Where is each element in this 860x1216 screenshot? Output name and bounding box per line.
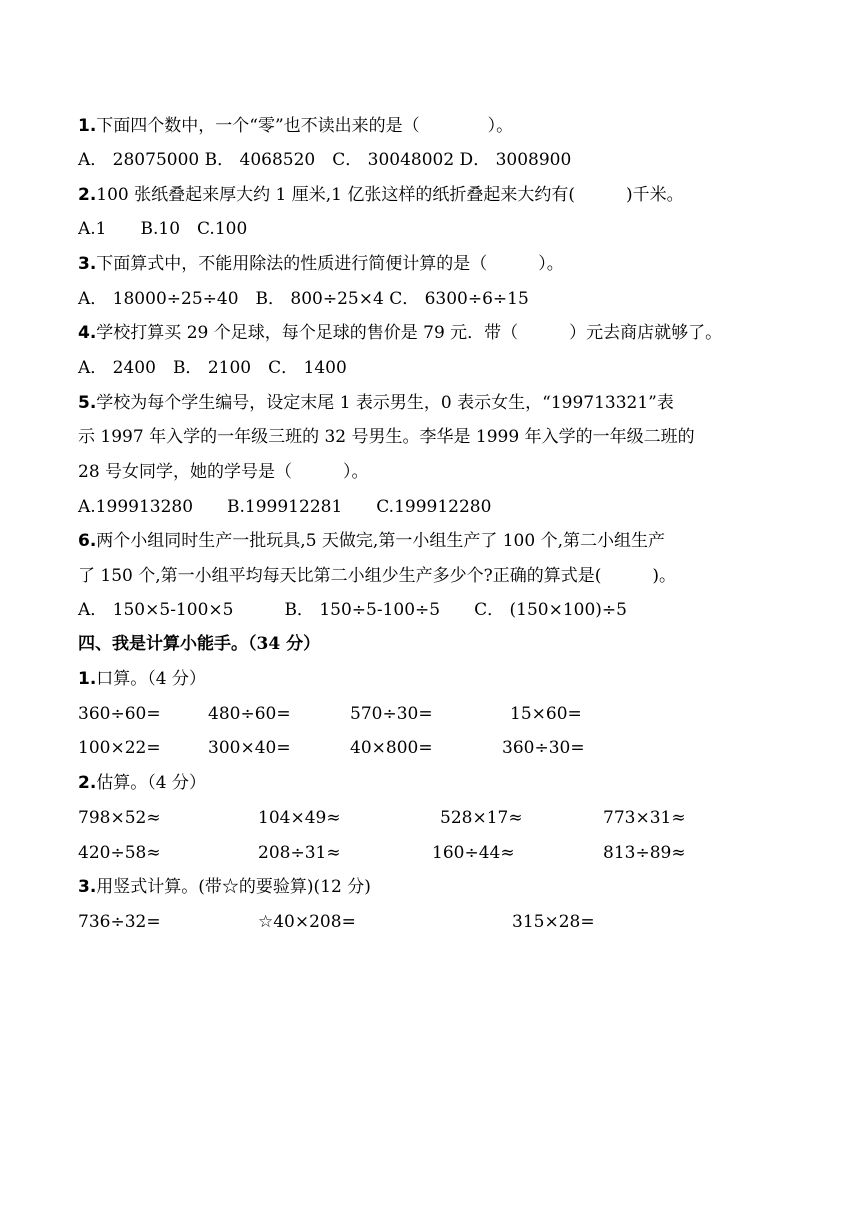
question-4 [78,321,820,345]
part-number: 1. [78,669,97,689]
question-text-line-1: 学校为每个学生编号，设定末尾 1 表示男生，0 表示女生，“199713321”表 [96,393,674,413]
problem-item: 315×28= [512,912,595,932]
problem-item: 420÷58≈ [78,843,161,863]
question-3 [78,252,820,276]
problem-item: 104×49≈ [258,808,341,828]
part-2-row-1 [0,806,860,830]
problem-item: 798×52≈ [78,808,161,828]
question-text: 100 张纸叠起来厚大约 1 厘米,1 亿张这样的纸折叠起来大约有( )千米。 [96,185,684,205]
question-5-text-line-3: 28 号女同学，她的学号是（ ）。 [78,462,369,482]
problem-item: 300×40= [208,738,291,758]
question-number: 5. [78,393,97,413]
problem-item: 15×60= [510,704,582,724]
problem-item: 360÷30= [502,738,585,758]
question-5-options: A.199913280 B.199912281 C.199912280 [78,497,492,517]
question-text-line-1: 两个小组同时生产一批玩具,5 天做完,第一小组生产了 100 个,第二小组生产 [96,531,665,551]
part-3-row-1 [0,910,860,934]
question-1-options: A． 28075000 B． 4068520 C． 30048002 D． 3008900 [78,150,572,170]
problem-item: 40×800= [350,738,433,758]
section-4-heading: 四、我是计算小能手。（34 分） [78,634,321,654]
question-number: 3. [78,254,97,274]
part-1-row-1 [0,702,860,726]
problem-item: 813÷89≈ [603,843,686,863]
question-6-text-line-2: 了 150 个,第一小组平均每天比第二小组少生产多少个?正确的算式是( )。 [78,566,677,586]
question-text: 下面算式中，不能用除法的性质进行简便计算的是（ ）。 [96,254,564,274]
part-1-heading [78,667,820,691]
part-3-heading [78,875,820,899]
question-number: 2. [78,185,97,205]
question-text: 下面四个数中，一个“零”也不读出来的是（ ）。 [96,116,514,136]
part-1-row-2 [0,736,860,760]
problem-item: 570÷30= [350,704,433,724]
problem-item: 360÷60= [78,704,161,724]
question-6 [78,529,820,553]
question-text: 学校打算买 29 个足球，每个足球的售价是 79 元．带（ ）元去商店就够了。 [96,323,723,343]
part-title: 用竖式计算。(带☆的要验算)(12 分) [96,877,371,897]
problem-item: 208÷31≈ [258,843,341,863]
question-2-options: A.1 B.10 C.100 [78,219,248,239]
problem-item: 480÷60= [208,704,291,724]
question-6-options: A． 150×5-100×5 B． 150÷5-100÷5 C． (150×100)÷5 [78,600,627,620]
question-number: 6. [78,531,97,551]
part-number: 2. [78,773,97,793]
question-5-text-line-2: 示 1997 年入学的一年级三班的 32 号男生。李华是 1999 年入学的一年级二班的 [78,427,695,447]
problem-item: 160÷44≈ [432,843,515,863]
question-1 [78,114,820,138]
question-3-options: A． 18000÷25÷40 B． 800÷25×4 C． 6300÷6÷15 [78,289,529,309]
part-number: 3. [78,877,97,897]
problem-item: ☆40×208= [258,912,356,932]
problem-item: 736÷32= [78,912,161,932]
problem-item: 528×17≈ [440,808,523,828]
question-number: 1. [78,116,97,136]
problem-item: 100×22= [78,738,161,758]
question-number: 4. [78,323,97,343]
problem-item: 773×31≈ [603,808,686,828]
question-2 [78,183,820,207]
question-4-options: A． 2400 B． 2100 C． 1400 [78,358,347,378]
question-5 [78,391,820,415]
part-2-row-2 [0,841,860,865]
part-title: 口算。（4 分） [96,669,207,689]
part-2-heading [78,771,820,795]
part-title: 估算。（4 分） [96,773,207,793]
